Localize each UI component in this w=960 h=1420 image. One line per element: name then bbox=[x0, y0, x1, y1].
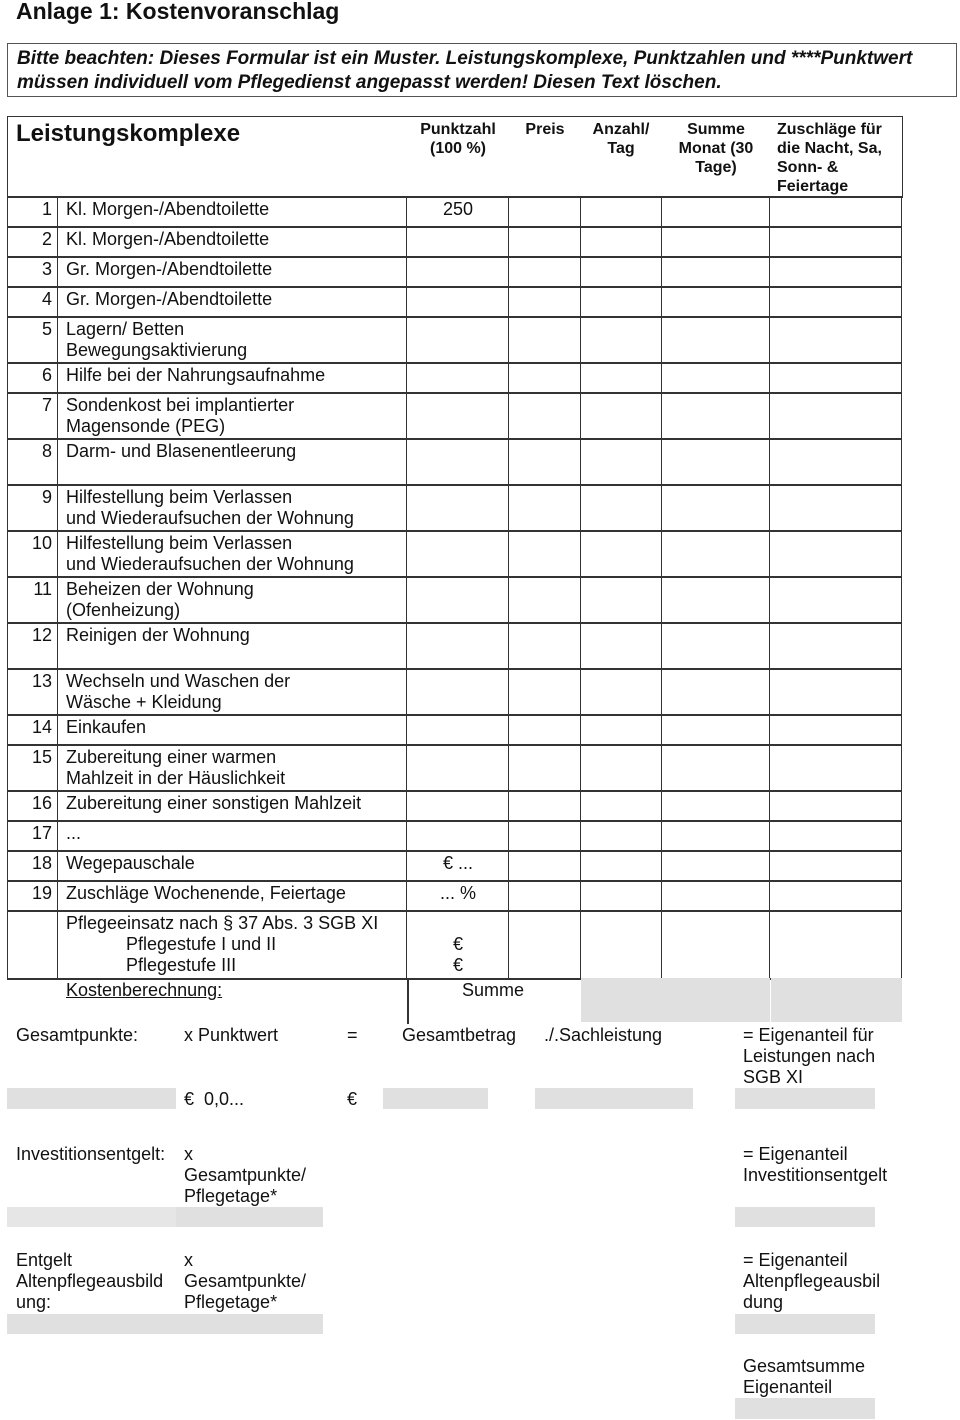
punktzahl-cell bbox=[407, 532, 509, 578]
zuschlaege-cell[interactable] bbox=[770, 822, 902, 852]
header-preis: Preis bbox=[525, 121, 565, 138]
row-label: Hilfe bei der Nahrungsaufnahme bbox=[66, 365, 326, 385]
punktzahl-cell bbox=[407, 258, 509, 288]
zuschlaege-cell[interactable] bbox=[770, 318, 902, 364]
punktzahl-cell bbox=[407, 318, 509, 364]
header-summe: Summe Monat (30 Tage) bbox=[678, 121, 754, 176]
row-label: Hilfestellung beim Verlassen und Wiederaufsuchen der Wohnung bbox=[66, 533, 354, 574]
ausbildung-field[interactable] bbox=[7, 1314, 323, 1334]
summe-cell[interactable] bbox=[662, 670, 770, 716]
row-number: 18 bbox=[31, 853, 52, 873]
zuschlaege-cell[interactable] bbox=[770, 624, 902, 670]
euro-label: € bbox=[347, 1089, 358, 1109]
header-leistung: Leistungskomplexe bbox=[16, 120, 241, 147]
zuschlaege-cell[interactable] bbox=[770, 746, 902, 792]
row-number: 5 bbox=[41, 319, 52, 339]
summe-cell[interactable] bbox=[662, 440, 770, 486]
row-label: Einkaufen bbox=[66, 717, 147, 737]
ausbildung-label: Entgelt Altenpflegeausbild ung: bbox=[16, 1250, 164, 1312]
zuschlaege-cell[interactable] bbox=[770, 792, 902, 822]
preis-cell[interactable] bbox=[509, 716, 581, 746]
anzahl-cell[interactable] bbox=[581, 912, 662, 980]
eigenanteil-field[interactable] bbox=[735, 1088, 875, 1109]
row-label: Pflegeeinsatz nach § 37 Abs. 3 SGB XI Pflegestufe I und II Pflegestufe III bbox=[66, 913, 379, 975]
gesamtsumme-label: Gesamtsumme Eigenanteil bbox=[743, 1356, 866, 1397]
row-number: 14 bbox=[31, 717, 52, 737]
punktzahl-cell bbox=[407, 486, 509, 532]
summe-cell[interactable] bbox=[662, 822, 770, 852]
invest-label: Investitionsentgelt: bbox=[16, 1144, 166, 1164]
preis-cell[interactable] bbox=[509, 288, 581, 318]
row-label: Gr. Morgen-/Abendtoilette bbox=[66, 289, 273, 309]
preis-cell[interactable] bbox=[509, 532, 581, 578]
zuschlaege-cell[interactable] bbox=[770, 364, 902, 394]
equals-label: = bbox=[347, 1025, 358, 1045]
zuschlaege-cell[interactable] bbox=[770, 198, 902, 228]
row-punktzahl: ... % bbox=[439, 883, 476, 903]
summe-cell[interactable] bbox=[662, 532, 770, 578]
zuschlaege-cell[interactable] bbox=[770, 852, 902, 882]
punktzahl-cell bbox=[407, 288, 509, 318]
preis-cell[interactable] bbox=[509, 624, 581, 670]
summe-cell[interactable] bbox=[662, 716, 770, 746]
anzahl-cell[interactable] bbox=[581, 486, 662, 532]
row-label: Wechseln und Waschen der Wäsche + Kleidung bbox=[66, 671, 291, 712]
summe-cell[interactable] bbox=[662, 746, 770, 792]
anzahl-cell[interactable] bbox=[581, 440, 662, 486]
gesamtpunkte-field[interactable] bbox=[7, 1088, 176, 1109]
anzahl-cell[interactable] bbox=[581, 578, 662, 624]
row-number: 4 bbox=[41, 289, 52, 309]
row-number: 17 bbox=[31, 823, 52, 843]
row-number: 1 bbox=[41, 199, 52, 219]
sachleistung-label: ./.Sachleistung bbox=[544, 1025, 663, 1045]
punktwert-label: x Punktwert bbox=[184, 1025, 279, 1045]
zuschlaege-cell[interactable] bbox=[770, 440, 902, 486]
row-label: Zuschläge Wochenende, Feiertage bbox=[66, 883, 346, 903]
row-label: Zubereitung einer warmen Mahlzeit in der Häuslichkeit bbox=[66, 747, 286, 788]
zuschlaege-cell[interactable] bbox=[770, 288, 902, 318]
anzahl-cell[interactable] bbox=[581, 716, 662, 746]
gesamtbetrag-field[interactable] bbox=[383, 1088, 488, 1109]
preis-cell[interactable] bbox=[509, 670, 581, 716]
summe-cell[interactable] bbox=[662, 912, 770, 980]
row-number: 19 bbox=[31, 883, 52, 903]
gesamtbetrag-label: Gesamtbetrag bbox=[402, 1025, 517, 1045]
anzahl-cell[interactable] bbox=[581, 394, 662, 440]
anzahl-cell[interactable] bbox=[581, 822, 662, 852]
row-label: Lagern/ Betten Bewegungsaktivierung bbox=[66, 319, 248, 360]
row-label: Gr. Morgen-/Abendtoilette bbox=[66, 259, 273, 279]
zuschlaege-cell[interactable] bbox=[770, 912, 902, 980]
row-label: ... bbox=[66, 823, 82, 843]
summe-cell[interactable] bbox=[662, 258, 770, 288]
punktzahl-cell bbox=[407, 624, 509, 670]
punktzahl-cell bbox=[407, 792, 509, 822]
row-label: Beheizen der Wohnung (Ofenheizung) bbox=[66, 579, 254, 620]
punktzahl-cell bbox=[407, 746, 509, 792]
anzahl-cell[interactable] bbox=[581, 792, 662, 822]
row-label: Reinigen der Wohnung bbox=[66, 625, 250, 645]
punktzahl-cell bbox=[407, 578, 509, 624]
punktzahl-cell bbox=[407, 822, 509, 852]
anzahl-cell[interactable] bbox=[581, 882, 662, 912]
anzahl-cell[interactable] bbox=[581, 746, 662, 792]
row-number: 6 bbox=[41, 365, 52, 385]
punktzahl-cell bbox=[407, 228, 509, 258]
preis-cell[interactable] bbox=[509, 792, 581, 822]
anzahl-cell[interactable] bbox=[581, 364, 662, 394]
invest-result: = Eigenanteil Investitionsentgelt bbox=[743, 1144, 888, 1185]
row-label: Kl. Morgen-/Abendtoilette bbox=[66, 199, 270, 219]
ausbildung-formula: x Gesamtpunkte/ Pflegetage* bbox=[184, 1250, 307, 1312]
preis-cell[interactable] bbox=[509, 852, 581, 882]
punktzahl-cell bbox=[407, 670, 509, 716]
zuschlaege-cell[interactable] bbox=[770, 716, 902, 746]
preis-cell[interactable] bbox=[509, 822, 581, 852]
summe-monat-field[interactable] bbox=[581, 978, 770, 1022]
row-label: Sondenkost bei implantierter Magensonde (PEG) bbox=[66, 395, 295, 436]
row-punktzahl: € € bbox=[452, 934, 463, 975]
preis-cell[interactable] bbox=[509, 746, 581, 792]
header-anzahl: Anzahl/ Tag bbox=[592, 121, 650, 157]
zuschlaege-cell[interactable] bbox=[770, 394, 902, 440]
punktzahl-cell bbox=[407, 394, 509, 440]
notice-box: Bitte beachten: Dieses Formular ist ein Muster. Leistungskomplexe, Punktzahlen und ****Punktwert müssen individuell vom Pflegedienst angepasst werden! Diesen Text löschen. bbox=[7, 43, 957, 97]
anzahl-cell[interactable] bbox=[581, 198, 662, 228]
preis-cell[interactable] bbox=[509, 578, 581, 624]
gesamtpunkte-label: Gesamtpunkte: bbox=[16, 1025, 139, 1045]
eigenanteil-label: = Eigenanteil für Leistungen nach SGB XI bbox=[743, 1025, 876, 1087]
summe-cell[interactable] bbox=[662, 792, 770, 822]
anzahl-cell[interactable] bbox=[581, 852, 662, 882]
preis-cell[interactable] bbox=[509, 228, 581, 258]
summe-cell[interactable] bbox=[662, 198, 770, 228]
row-punktzahl: 250 bbox=[442, 199, 474, 219]
preis-cell[interactable] bbox=[509, 440, 581, 486]
zuschlaege-cell[interactable] bbox=[770, 882, 902, 912]
anzahl-cell[interactable] bbox=[581, 532, 662, 578]
gesamtsumme-field[interactable] bbox=[735, 1398, 875, 1419]
invest-formula: x Gesamtpunkte/ Pflegetage* bbox=[184, 1144, 307, 1206]
preis-cell[interactable] bbox=[509, 198, 581, 228]
row-label: Zubereitung einer sonstigen Mahlzeit bbox=[66, 793, 362, 813]
summe-cell[interactable] bbox=[662, 364, 770, 394]
preis-cell[interactable] bbox=[509, 486, 581, 532]
row-label: Wegepauschale bbox=[66, 853, 195, 873]
zuschlaege-cell[interactable] bbox=[770, 578, 902, 624]
punktzahl-cell bbox=[407, 364, 509, 394]
row-punktzahl: € ... bbox=[442, 853, 473, 873]
summe-cell[interactable] bbox=[662, 852, 770, 882]
preis-cell[interactable] bbox=[509, 258, 581, 288]
summe-label: Summe bbox=[462, 980, 525, 1000]
zuschlaege-cell[interactable] bbox=[770, 486, 902, 532]
row-number: 7 bbox=[41, 395, 52, 415]
row-number: 3 bbox=[41, 259, 52, 279]
row-number: 8 bbox=[41, 441, 52, 461]
page-title: Anlage 1: Kostenvoranschlag bbox=[16, 0, 340, 24]
row-label: Hilfestellung beim Verlassen und Wiederaufsuchen der Wohnung bbox=[66, 487, 354, 528]
anzahl-cell[interactable] bbox=[581, 670, 662, 716]
summe-cell[interactable] bbox=[662, 288, 770, 318]
row-number: 12 bbox=[31, 625, 52, 645]
row-number: 9 bbox=[41, 487, 52, 507]
anzahl-cell[interactable] bbox=[581, 258, 662, 288]
header-zuschlaege: Zuschläge für die Nacht, Sa, Sonn- & Feiertage bbox=[777, 121, 882, 195]
row-label: Darm- und Blasenentleerung bbox=[66, 441, 297, 461]
divider bbox=[407, 978, 409, 1024]
ausbildung-result: = Eigenanteil Altenpflegeausbil dung bbox=[743, 1250, 881, 1312]
row-number: 11 bbox=[33, 579, 52, 599]
header-punktzahl: Punktzahl (100 %) bbox=[420, 121, 501, 157]
row-label: Kl. Morgen-/Abendtoilette bbox=[66, 229, 270, 249]
summe-cell[interactable] bbox=[662, 882, 770, 912]
summe-cell[interactable] bbox=[662, 578, 770, 624]
summe-cell[interactable] bbox=[662, 394, 770, 440]
zuschlaege-cell[interactable] bbox=[770, 228, 902, 258]
ausbildung-eigenanteil-field[interactable] bbox=[735, 1314, 875, 1334]
invest-pflegetage-field[interactable] bbox=[176, 1207, 323, 1227]
punktzahl-cell bbox=[407, 440, 509, 486]
summe-cell[interactable] bbox=[662, 228, 770, 258]
zuschlaege-cell[interactable] bbox=[770, 532, 902, 578]
preis-cell[interactable] bbox=[509, 394, 581, 440]
anzahl-cell[interactable] bbox=[581, 228, 662, 258]
row-number: 13 bbox=[31, 671, 52, 691]
punktwert-value: € 0,0... bbox=[184, 1089, 245, 1109]
sachleistung-field[interactable] bbox=[535, 1088, 693, 1109]
summe-cell[interactable] bbox=[662, 486, 770, 532]
preis-cell[interactable] bbox=[509, 364, 581, 394]
preis-cell[interactable] bbox=[509, 882, 581, 912]
anzahl-cell[interactable] bbox=[581, 318, 662, 364]
anzahl-cell[interactable] bbox=[581, 624, 662, 670]
invest-eigenanteil-field[interactable] bbox=[735, 1207, 875, 1227]
summe-cell[interactable] bbox=[662, 624, 770, 670]
kostenberechnung-label: Kostenberechnung: bbox=[66, 980, 223, 1000]
row-number: 15 bbox=[31, 747, 52, 767]
zuschlaege-cell[interactable] bbox=[770, 670, 902, 716]
zuschlaege-cell[interactable] bbox=[770, 258, 902, 288]
summe-zuschlaege-field[interactable] bbox=[771, 978, 902, 1022]
punktzahl-cell bbox=[407, 716, 509, 746]
anzahl-cell[interactable] bbox=[581, 288, 662, 318]
num-cell bbox=[7, 912, 58, 980]
row-number: 16 bbox=[31, 793, 52, 813]
row-number: 10 bbox=[31, 533, 52, 553]
summe-cell[interactable] bbox=[662, 318, 770, 364]
preis-cell[interactable] bbox=[509, 318, 581, 364]
row-number: 2 bbox=[41, 229, 52, 249]
invest-field[interactable] bbox=[7, 1207, 176, 1227]
preis-cell[interactable] bbox=[509, 912, 581, 980]
